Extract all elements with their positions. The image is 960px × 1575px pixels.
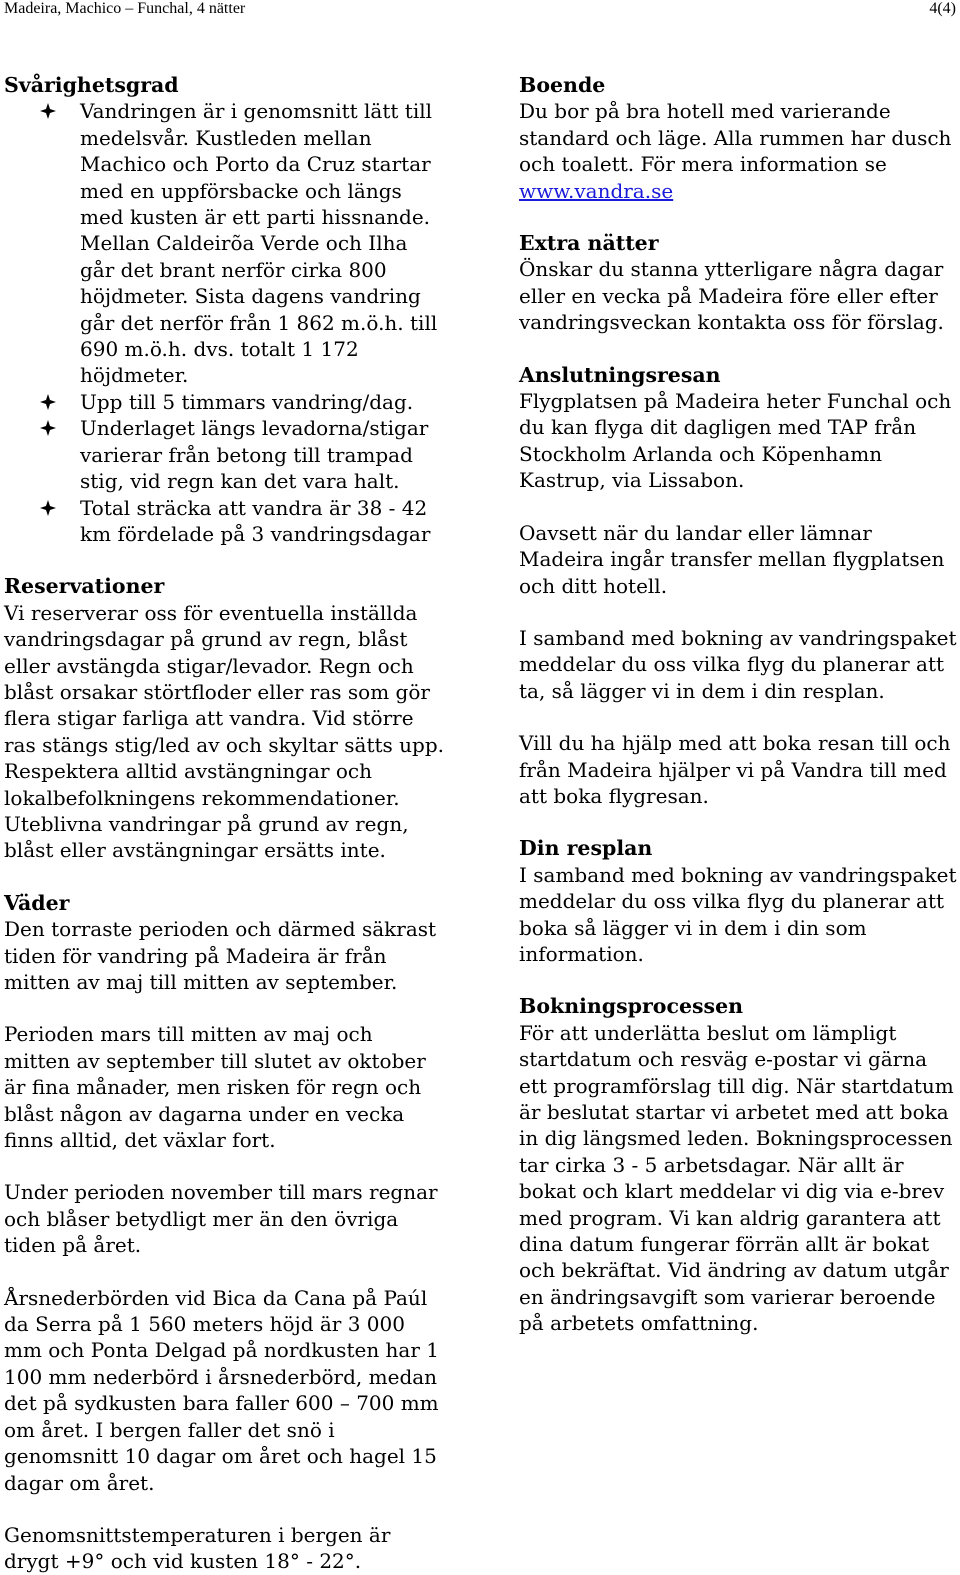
right-column — [519, 72, 960, 1337]
anslutning-paragraph-1: Flygplatsen på Madeira heter Funchal och du kan flyga dit dagligen med TAP från Stockholm Arlanda och Köpenhamn Kastrup, via Lissabon. — [519, 389, 952, 493]
heading-reservationer: Reservationer — [4, 574, 165, 599]
anslutning-paragraph-3: I samband med bokning av vandringspaket meddelar du oss vilka flyg du planerar att ta, så lägger vi in dem i din resplan. — [519, 625, 957, 703]
boende-text — [519, 98, 960, 204]
list-item-text: Vandringen är i genomsnitt lätt till medelsvår. Kustleden mellan Machico och Porto da Cruz startar med en uppförsbacke och längs med kusten är ett parti hissnande. Mellan Caldeirõa Verde och Ilha går det brant nerför cirka 800 höjdmeter. Sista dagens vandring går det nerför från 1 862 m.ö.h. till 690 m.ö.h. dvs. totalt 1 172 höjdmeter. — [80, 99, 438, 388]
vader-paragraph-2: Perioden mars till mitten av maj och mitten av september till slutet av oktober är fina månader, men risken för regn och blåst någon av dagarna under en vecka finns alltid, det växlar fort. — [4, 1022, 426, 1153]
heading-vader: Väder — [4, 890, 70, 915]
heading-boende: Boende — [519, 73, 606, 97]
heading-extra-natter: Extra nätter — [519, 231, 659, 256]
vader-paragraph-4: Årsnederbörden vid Bica da Cana på Paúl da Serra på 1 560 meters höjd är 3 000 mm och Ponta Delgad på nordkusten har 1 100 mm nederbörd i årsnederbörd, medan det på sydkusten bara faller 600 – 700 mm om året. I bergen faller det snö i genomsnitt 10 dagar om året och hagel 15 dagar om året. — [4, 1285, 439, 1495]
section-boende — [519, 72, 960, 204]
list-item-text: Upp till 5 timmars vandring/dag. — [80, 389, 414, 414]
bokning-text: För att underlätta beslut om lämpligt startdatum och resväg e-postar vi gärna ett programförslag till dig. När startdatum är beslutat startar vi arbetet med att boka in dig längsmed leden. Bokningsprocessen tar cirka 3 - 5 arbetsdagar. När allt är bokat och klart meddelar vi dig via e-brev med program. Vi kan aldrig garantera att dina datum fungerar förrän allt är bokat och bekräftat. Vid ändring av datum utgår en ändringsavgift som varierar beroende på arbetets omfattning. — [519, 1020, 954, 1336]
vandra-website-link[interactable]: www.vandra.se — [519, 178, 674, 203]
list-item-text: Underlaget längs levadorna/stigar varierar från betong till trampad stig, vid regn kan det vara halt. — [80, 416, 429, 494]
diamond-bullet-icon — [40, 500, 56, 516]
list-item — [4, 98, 444, 388]
extra-natter-text: Önskar du stanna ytterligare några dagar eller en vecka på Madeira före eller efter vandringsveckan kontakta oss för förslag. — [519, 257, 944, 335]
header-title: Madeira, Machico – Funchal, 4 nätter — [4, 0, 246, 17]
boende-body: Du bor på bra hotell med varierande standard och läge. Alla rummen har dusch och toalett. För mera information se — [519, 99, 952, 177]
section-anslutningsresan — [519, 362, 960, 810]
diamond-bullet-icon — [40, 420, 56, 436]
anslutning-paragraph-2: Oavsett när du landar eller lämnar Madeira ingår transfer mellan flygplatsen och ditt hotell. — [519, 520, 945, 598]
diamond-bullet-icon — [40, 394, 56, 410]
resplan-text: I samband med bokning av vandringspaket meddelar du oss vilka flyg du planerar att boka så lägger vi in dem i din som information. — [519, 862, 957, 966]
vader-paragraph-5: Genomsnittstemperaturen i bergen är drygt +9° och vid kusten 18° - 22°. — [4, 1522, 391, 1574]
list-item — [4, 389, 444, 415]
section-vader — [4, 890, 444, 1575]
section-extra-natter — [519, 230, 960, 336]
vader-paragraph-3: Under perioden november till mars regnar och blåser betydligt mer än den övriga tiden på året. — [4, 1180, 438, 1258]
heading-bokningsprocessen: Bokningsprocessen — [519, 994, 744, 1019]
left-column — [4, 72, 444, 1575]
section-bokningsprocessen — [519, 993, 960, 1336]
section-din-resplan — [519, 835, 960, 967]
list-item — [4, 495, 444, 548]
page-number: 4(4) — [929, 0, 956, 17]
list-item — [4, 415, 444, 494]
section-svarighetsgrad — [4, 72, 444, 547]
heading-din-resplan: Din resplan — [519, 836, 653, 861]
page-header — [4, 0, 956, 20]
list-item-text: Total sträcka att vandra är 38 - 42 km fördelade på 3 vandringsdagar — [80, 495, 431, 546]
reservationer-text: Vi reserverar oss för eventuella inställda vandringsdagar på grund av regn, blåst eller avstängda stigar/levador. Regn och blåst orsakar störtfloder eller ras som gör flera stigar farliga att vandra. Vid större ras stängs stig/led av och skyltar sätts upp. Respektera alltid avstängningar och lokalbefolkningens rekommendationer. Uteblivna vandringar på grund av regn, blåst eller avstängningar ersätts inte. — [4, 600, 445, 863]
heading-svarighetsgrad: Svårighetsgrad — [4, 73, 179, 97]
anslutning-paragraph-4: Vill du ha hjälp med att boka resan till och från Madeira hjälper vi på Vandra till med att boka flygresan. — [519, 731, 951, 808]
heading-anslutningsresan: Anslutningsresan — [519, 362, 721, 387]
vader-paragraph-1: Den torraste perioden och därmed säkrast tiden för vandring på Madeira är från mitten av maj till mitten av september. — [4, 917, 437, 994]
difficulty-list — [4, 98, 444, 547]
diamond-bullet-icon — [40, 103, 56, 119]
section-reservationer — [4, 573, 444, 863]
